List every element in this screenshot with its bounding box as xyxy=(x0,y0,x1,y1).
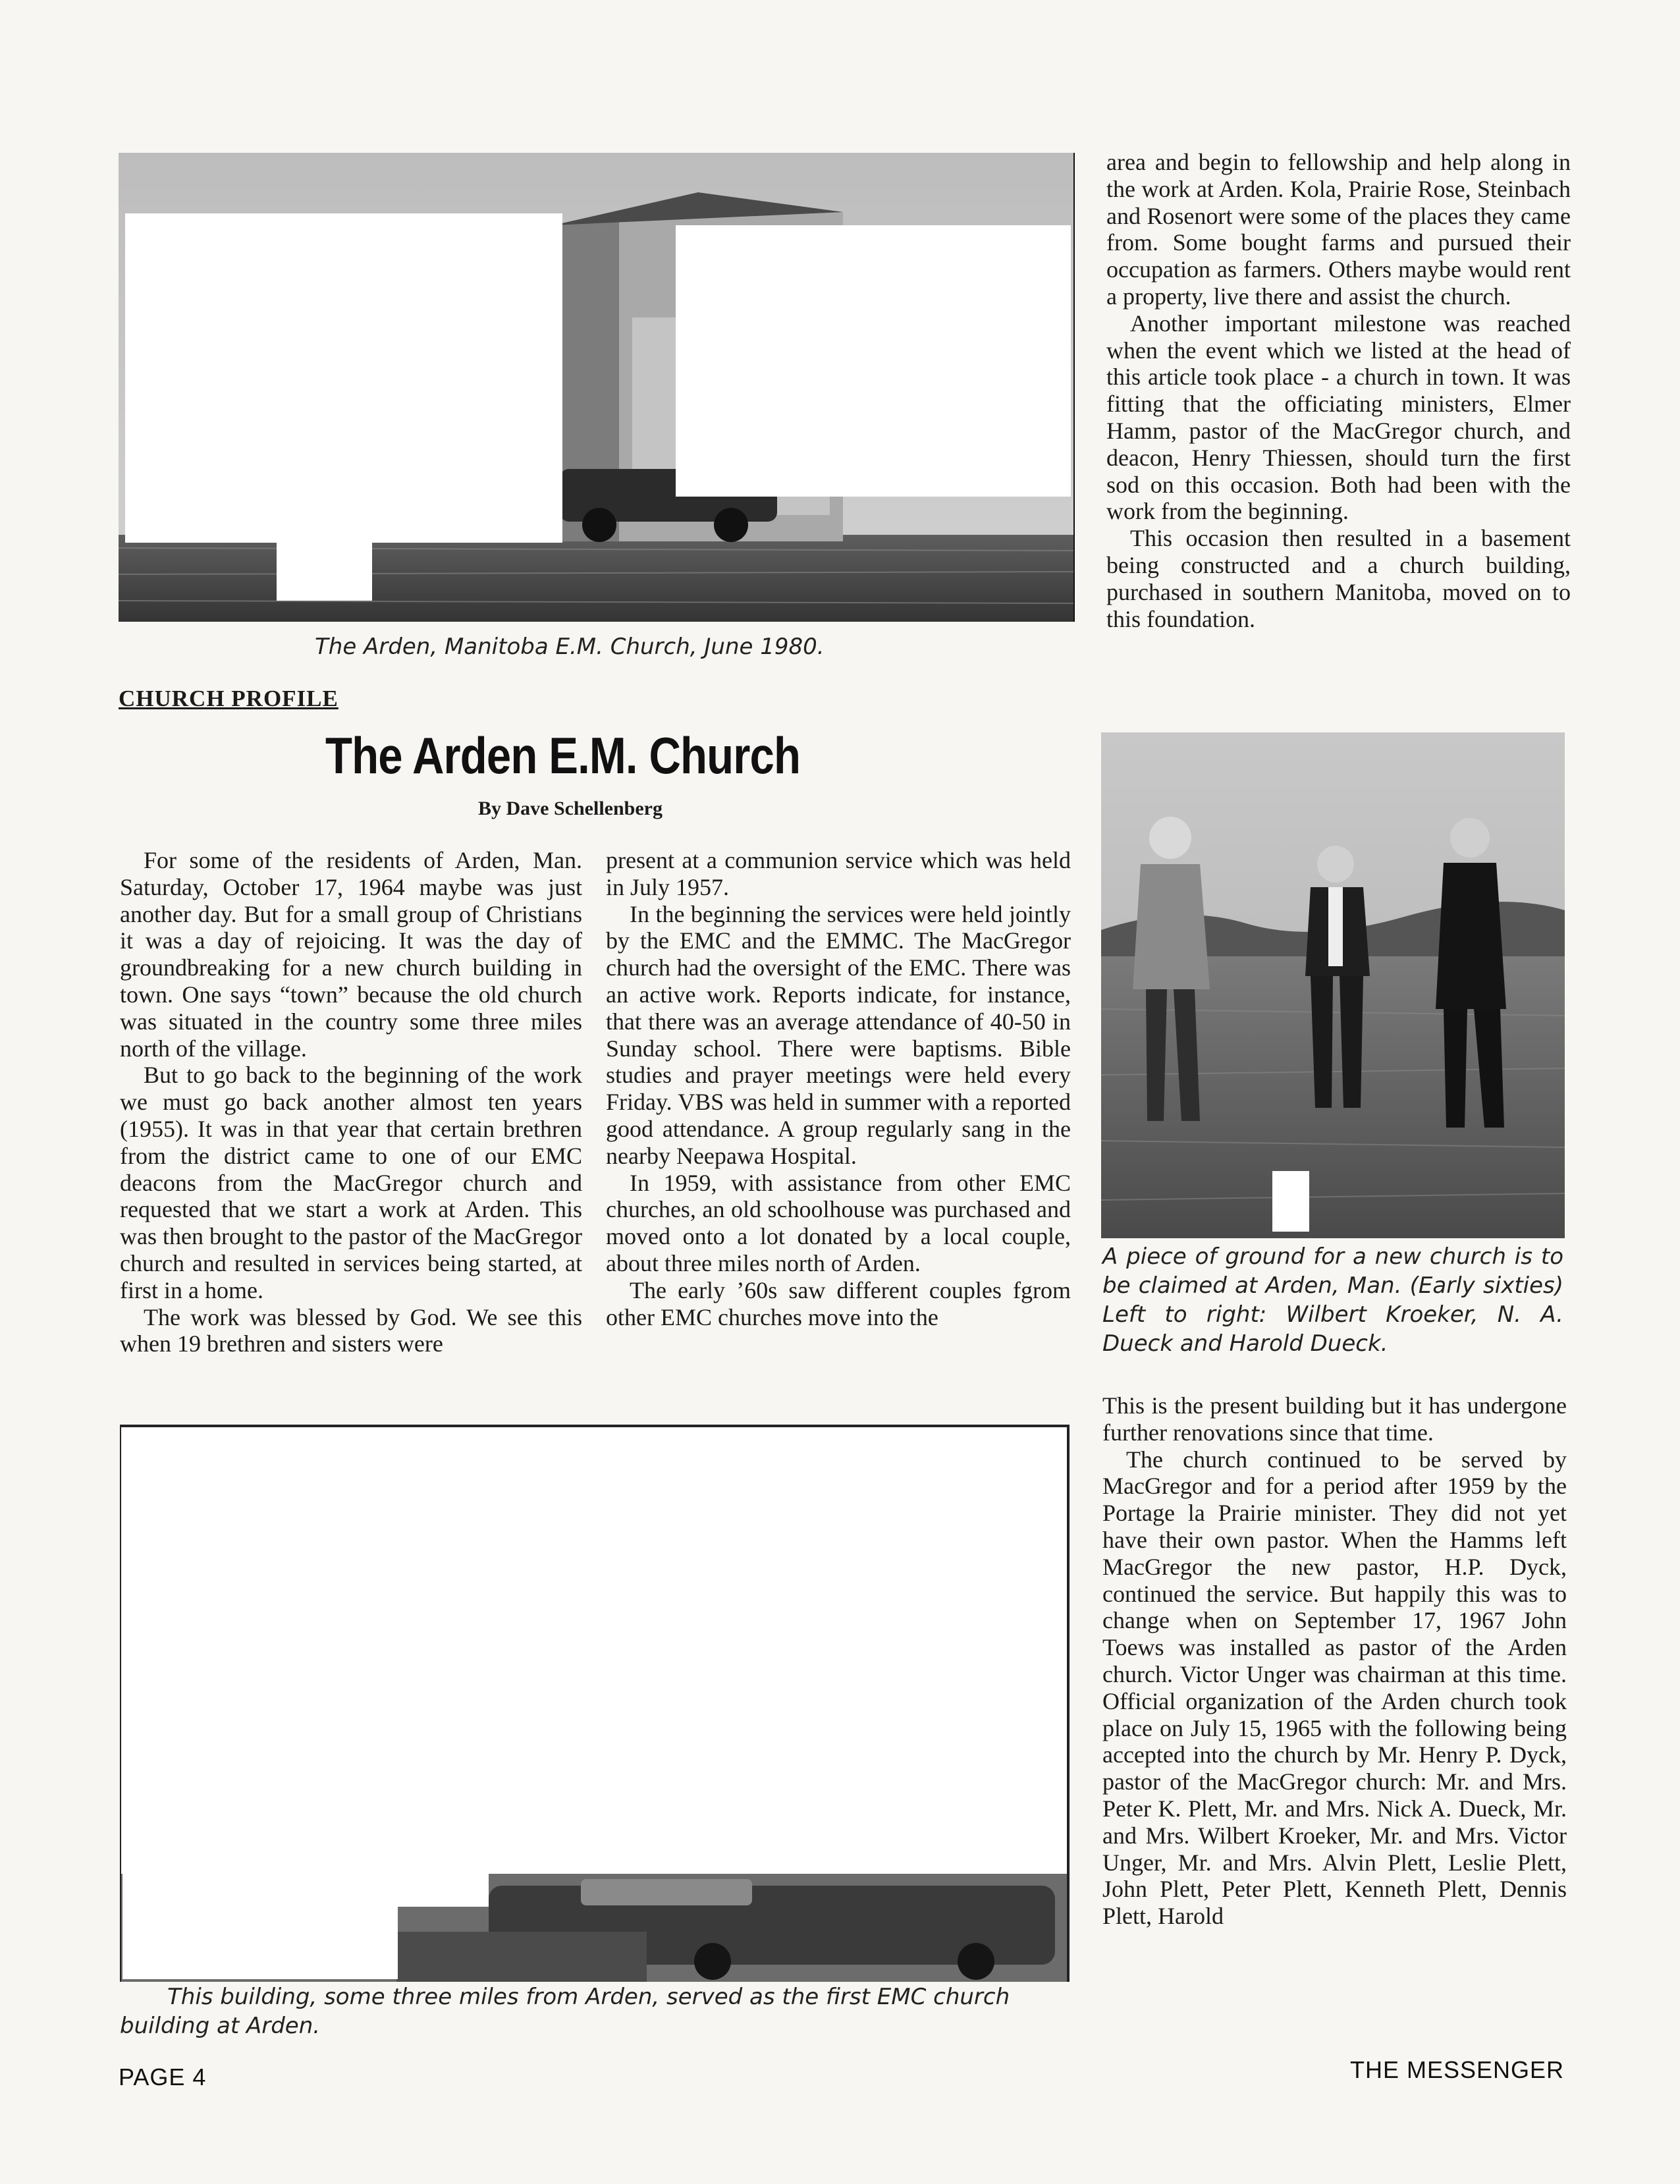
paragraph: In the beginning the services were held jointly by the EMC and the EMMC. The MacGregor church had the oversight of the EMC. There was an active work. Reports indicate, for instance, that there was an average attendance of 40-50 in Sunday school. There were baptisms. Bible studies and prayer meetings were held every Friday. VBS was held in summer with a reported good attendance. A group regularly sang in the nearby Neepawa Hospital. xyxy=(606,900,1071,1169)
top-photo-caption: The Arden, Manitoba E.M. Church, June 1980. xyxy=(315,634,825,660)
paragraph: area and begin to fellowship and help along in the work at Arden. Kola, Prairie Rose, Steinbach and Rosenort were some of the places they came from. Some bought farms and pursued their occupation as farmers. Others maybe would rent a property, live there and assist the church. xyxy=(1106,149,1571,310)
paragraph: This is the present building but it has undergone further renovations since that time. xyxy=(1102,1392,1567,1446)
article-column-1 xyxy=(120,847,582,1413)
redaction-box xyxy=(122,1874,489,1907)
article-column-3-top xyxy=(1106,149,1571,722)
redaction-box xyxy=(125,213,562,543)
right-photo-caption: A piece of ground for a new church is to be claimed at Arden, Man. (Early sixties) Left to right: Wilbert Kroeker, N. A. Dueck and Harold Dueck. xyxy=(1102,1243,1563,1357)
first-church-building-photo xyxy=(120,1425,1070,1982)
publication-name: THE MESSENGER xyxy=(1350,2056,1565,2083)
redaction-box xyxy=(122,1429,1067,1874)
section-label: CHURCH PROFILE xyxy=(119,686,339,711)
redaction-box xyxy=(676,225,1071,497)
paragraph: Another important milestone was reached when the event which we listed at the head of this article took place - a church in town. It was fitting that the officiating ministers, Elmer Hamm, pastor of the MacGregor church, and deacon, Henry Thiessen, should turn the first sod on this occasion. Both had been with the work from the beginning. xyxy=(1106,310,1571,525)
paragraph: The work was blessed by God. We see this when 19 brethren and sisters were xyxy=(120,1303,582,1357)
bottom-photo-caption: This building, some three miles from Arden, served as the first EMC church building at Arden. xyxy=(120,1984,1010,2039)
byline: By Dave Schellenberg xyxy=(478,798,663,819)
page-title: The Arden E.M. Church xyxy=(325,726,801,784)
paragraph: The church continued to be served by MacGregor and for a period after 1959 by the Portage la Prairie minister. They did not yet have their own pastor. When the Hamms left MacGregor the new pastor, H.P. Dyck, continued the service. But happily this was to change when on September 17, 1967 John Toews was installed as pastor of the Arden church. Victor Unger was chairman at this time. Official organization of the Arden church took place on July 15, 1965 with the following being accepted into the church by Mr. Henry P. Dyck, pastor of the MacGregor church: Mr. and Mrs. Peter K. Plett, Mr. and Mrs. Nick A. Dueck, Mr. and Mrs. Wilbert Kroeker, Mr. and Mrs. Victor Unger, Mr. and Mrs. Alvin Plett, Leslie Plett, John Plett, Peter Plett, Kenneth Plett, Dennis Plett, Harold xyxy=(1102,1446,1567,1930)
paragraph: In 1959, with assistance from other EMC churches, an old schoolhouse was purchased and moved onto a lot donated by a local couple, about three miles north of Arden. xyxy=(606,1169,1071,1276)
paragraph: present at a communion service which was held in July 1957. xyxy=(606,847,1071,900)
paragraph: The early ’60s saw different couples fgrom other EMC churches move into the xyxy=(606,1276,1071,1330)
page-number: PAGE 4 xyxy=(119,2063,207,2090)
paragraph: But to go back to the beginning of the work we must go back another almost ten years (1955). It was in that year that certain brethren from the district came to one of our EMC deacons from the MacGregor church and requested that we start a work at Arden. This was then brought to the pastor of the MacGregor church and resulted in services being started, at first in a home. xyxy=(120,1062,582,1303)
paragraph: This occasion then resulted in a basement being constructed and a church building, purchased in southern Manitoba, moved on to this foundation. xyxy=(1106,525,1571,632)
article-column-2 xyxy=(606,847,1071,1413)
redaction-box xyxy=(277,541,372,601)
paragraph: For some of the residents of Arden, Man. Saturday, October 17, 1964 maybe was just another day. But for a small group of Christians it was a day of rejoicing. It was the day of groundbreaking for a new church building in town. One says “town” because the old church was situated in the country some three miles north of the village. xyxy=(120,847,582,1062)
groundbreaking-photo xyxy=(1101,732,1565,1238)
article-column-3-bottom xyxy=(1102,1392,1567,2005)
redaction-box xyxy=(122,1907,398,1979)
redaction-box xyxy=(1272,1171,1309,1232)
church-photo-1980 xyxy=(119,153,1075,622)
